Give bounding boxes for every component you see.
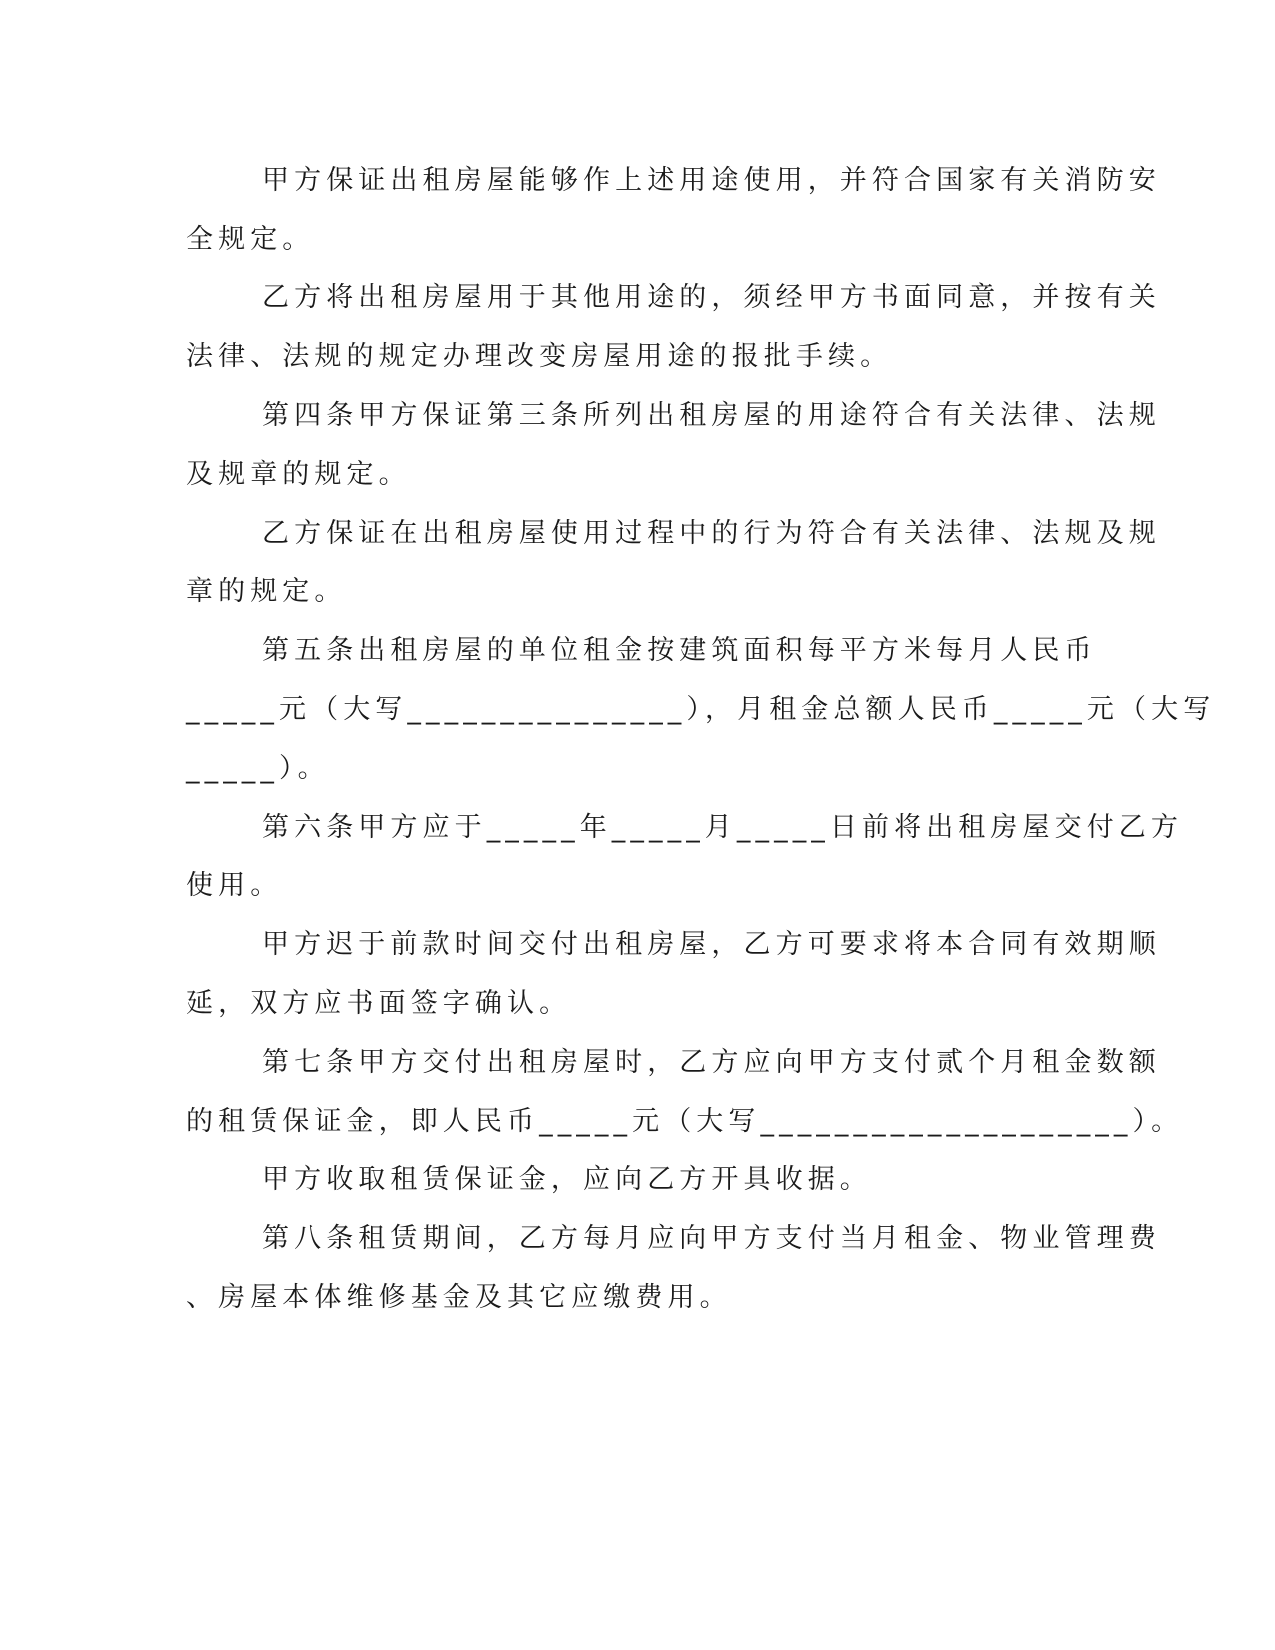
- paragraph-line: 第八条租赁期间，乙方每月应向甲方支付当月租金、物业管理费: [262, 1223, 1161, 1254]
- paragraph-line: 第四条甲方保证第三条所列出租房屋的用途符合有关法律、法规: [262, 400, 1161, 431]
- paragraph-line: 乙方保证在出租房屋使用过程中的行为符合有关法律、法规及规: [262, 518, 1161, 549]
- paragraph-line: 、房屋本体维修基金及其它应缴费用。: [186, 1282, 732, 1313]
- paragraph-line: 延，双方应书面签字确认。: [186, 988, 572, 1019]
- paragraph-line: 甲方迟于前款时间交付出租房屋，乙方可要求将本合同有效期顺: [262, 929, 1161, 960]
- paragraph-line: _____元（大写_______________），月租金总额人民币_____元（大写: [186, 694, 1216, 725]
- paragraph-line: _____）。: [186, 753, 330, 784]
- paragraph-line: 章的规定。: [186, 576, 347, 607]
- paragraph-line: 第七条甲方交付出租房屋时，乙方应向甲方支付贰个月租金数额: [262, 1047, 1161, 1078]
- paragraph-line: 第五条出租房屋的单位租金按建筑面积每平方米每月人民币: [262, 635, 1097, 666]
- paragraph-line: 法律、法规的规定办理改变房屋用途的报批手续。: [186, 341, 893, 372]
- paragraph-line: 全规定。: [186, 224, 315, 255]
- paragraph-line: 甲方保证出租房屋能够作上述用途使用，并符合国家有关消防安: [262, 165, 1161, 196]
- paragraph-line: 乙方将出租房屋用于其他用途的，须经甲方书面同意，并按有关: [262, 282, 1161, 313]
- paragraph-line: 及规章的规定。: [186, 459, 411, 490]
- paragraph-line: 的租赁保证金，即人民币_____元（大写____________________）。: [186, 1106, 1184, 1137]
- paragraph-line: 第六条甲方应于_____年_____月_____日前将出租房屋交付乙方: [262, 812, 1183, 843]
- paragraph-line: 使用。: [186, 870, 283, 901]
- paragraph-line: 甲方收取租赁保证金，应向乙方开具收据。: [262, 1164, 872, 1195]
